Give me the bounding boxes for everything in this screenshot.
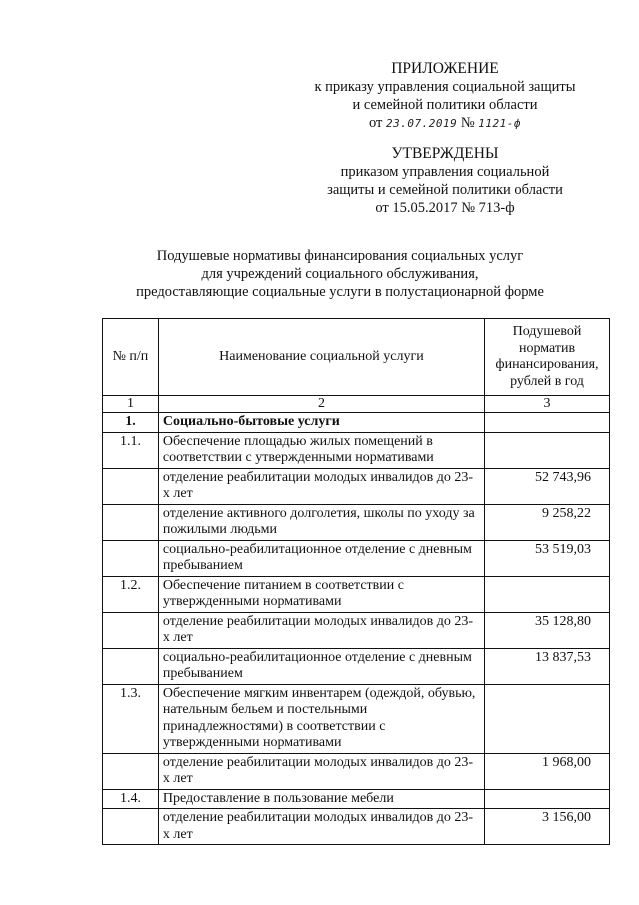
norm-value [485, 789, 610, 809]
row-number [103, 753, 159, 789]
appendix-number-handwritten: 1121-ф [478, 117, 522, 130]
norm-value [485, 413, 610, 433]
appendix-date-line [280, 114, 610, 133]
row-number [103, 540, 159, 576]
header-num: № п/п [103, 319, 159, 396]
service-name: отделение активного долголетия, школы по уходу за пожилыми людьми [158, 504, 484, 540]
norm-value: 9 258,22 [485, 504, 610, 540]
approved-line-1: приказом управления социальной [340, 164, 550, 180]
document-title-line-1: Подушевые нормативы финансирования социальных услуг [156, 248, 524, 264]
service-name: Обеспечение площадью жилых помещений в соответствии с утвержденными нормативами [158, 432, 484, 468]
table-row [103, 753, 610, 789]
table-row [103, 612, 610, 648]
table-row [103, 540, 610, 576]
approved-title: УТВЕРЖДЕНЫ [391, 145, 499, 162]
row-number: 1.1. [103, 432, 159, 468]
row-number: 1.2. [103, 576, 159, 612]
service-name: отделение реабилитации молодых инвалидов до 23-х лет [158, 468, 484, 504]
norm-value: 3 156,00 [485, 809, 610, 845]
service-name: отделение реабилитации молодых инвалидов до 23-х лет [158, 809, 484, 845]
appendix-header [280, 60, 610, 133]
table-row [103, 809, 610, 845]
appendix-number-prefix: № [460, 115, 475, 131]
document-title-line-2: для учреждений социального обслуживания, [201, 266, 479, 282]
service-name: отделение реабилитации молодых инвалидов до 23-х лет [158, 612, 484, 648]
appendix-line-2: и семейной политики области [352, 97, 538, 113]
service-name: Обеспечение питанием в соответствии с утвержденными нормативами [158, 576, 484, 612]
service-name: социально-реабилитационное отделение с дневным пребыванием [158, 648, 484, 684]
approved-line-3: от 15.05.2017 № 713-ф [375, 200, 515, 216]
document-title [110, 247, 570, 301]
appendix-title: ПРИЛОЖЕНИЕ [391, 60, 499, 77]
norm-value [485, 684, 610, 753]
table-row [103, 468, 610, 504]
service-name: социально-реабилитационное отделение с дневным пребыванием [158, 540, 484, 576]
table-header-row [103, 319, 610, 396]
row-number [103, 468, 159, 504]
norm-value [485, 576, 610, 612]
header-name: Наименование социальной услуги [158, 319, 484, 396]
norm-value: 52 743,96 [485, 468, 610, 504]
column-number-1: 1 [103, 396, 159, 413]
appendix-date-handwritten: 23.07.2019 [385, 117, 458, 130]
norm-value: 1 968,00 [485, 753, 610, 789]
norms-table [102, 318, 610, 845]
service-name: Обеспечение мягким инвентарем (одеждой, обувью, нательным бельем и постельными принадлежностями) в соответствии с утвержденными нормативами [158, 684, 484, 753]
row-number [103, 504, 159, 540]
appendix-date-prefix: от [368, 115, 383, 131]
column-number-3: 3 [485, 396, 610, 413]
row-number [103, 612, 159, 648]
table-row [103, 684, 610, 753]
table-row [103, 504, 610, 540]
service-name: отделение реабилитации молодых инвалидов до 23-х лет [158, 753, 484, 789]
column-number-row [103, 396, 610, 413]
norm-value [485, 432, 610, 468]
header-norm: Подушевой норматив финансирования, рублей в год [485, 319, 610, 396]
norm-value: 13 837,53 [485, 648, 610, 684]
norm-value: 53 519,03 [485, 540, 610, 576]
table-row [103, 648, 610, 684]
service-name: Социально-бытовые услуги [158, 413, 484, 433]
row-number [103, 809, 159, 845]
row-number [103, 648, 159, 684]
table-row [103, 432, 610, 468]
table-row [103, 789, 610, 809]
row-number: 1.4. [103, 789, 159, 809]
norm-value: 35 128,80 [485, 612, 610, 648]
service-name: Предоставление в пользование мебели [158, 789, 484, 809]
document-title-line-3: предоставляющие социальные услуги в полустационарной форме [136, 284, 544, 300]
row-number: 1. [103, 413, 159, 433]
table-row [103, 413, 610, 433]
table-body [103, 413, 610, 845]
row-number: 1.3. [103, 684, 159, 753]
approved-header [280, 145, 610, 217]
column-number-2: 2 [158, 396, 484, 413]
approved-line-2: защиты и семейной политики области [327, 182, 563, 198]
table-row [103, 576, 610, 612]
appendix-line-1: к приказу управления социальной защиты [314, 79, 576, 95]
